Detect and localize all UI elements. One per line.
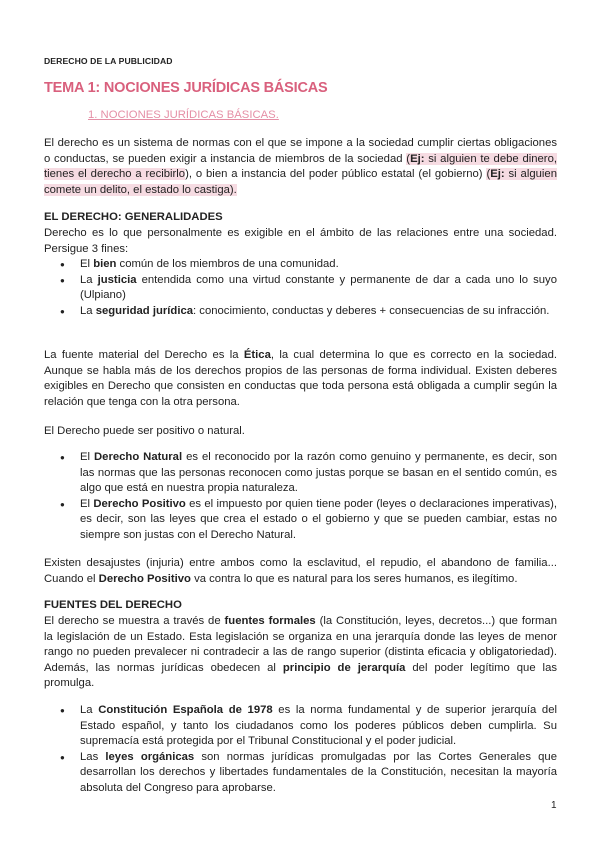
page-title: TEMA 1: NOCIONES JURÍDICAS BÁSICAS [44, 80, 328, 96]
intro-example-2-label: Ej: [490, 168, 505, 181]
section-subtitle: 1. NOCIONES JURÍDICAS BÁSICAS. [88, 109, 279, 121]
fuentes-heading: FUENTES DEL DERECHO [44, 599, 182, 611]
positivo-natural-paragraph: El Derecho puede ser positivo o natural. [44, 425, 245, 437]
fuentes-list [44, 703, 557, 797]
fuentes-list-section [44, 703, 557, 797]
generalidades-section [44, 226, 557, 320]
list-item: ● La justicia entendida como una virtud constante y permanente de dar a cada uno lo suyo (Ulpiano) [44, 273, 557, 304]
fines-list [44, 257, 557, 319]
list-item: ● El bien común de los miembros de una comunidad. [44, 257, 557, 273]
fuente-material-paragraph: La fuente material del Derecho es la Ética, la cual determina lo que es correcto en la sociedad. Aunque se habla más de los derechos propios de las personas de forma individual. Existen deberes exigibles en Derecho que consisten en conductas que toda persona está obligada a cumplir según la relación que tenga con la otra persona. [44, 349, 558, 408]
document-header: DERECHO DE LA PUBLICIDAD [44, 56, 173, 66]
desajustes-paragraph: Existen desajustes (injuria) entre ambos como la esclavitud, el repudio, el abandono de familia... Cuando el Derecho Positivo va contra lo que es natural para los seres humanos, es ilegítimo. [44, 557, 557, 585]
list-item: ● Las leyes orgánicas son normas jurídicas promulgadas por las Cortes Generales que desarrollan los derechos y libertades fundamentales de la Constitución, necesitan la mayoría absoluta del Congreso para aprobarse. [44, 750, 557, 797]
tipos-list [44, 450, 557, 544]
list-item: ● El Derecho Natural es el reconocido por la razón como genuino y permanente, es decir, son las normas que las personas reconocen como justas porque se basan en el sentido común, es algo que está en nuestra propia naturaleza. [44, 450, 557, 497]
generalidades-heading: EL DERECHO: GENERALIDADES [44, 211, 223, 223]
intro-text-2: ), o bien a instancia del poder público estatal (el gobierno) [185, 168, 487, 181]
list-item: ● La seguridad jurídica: conocimiento, conductas y deberes + consecuencias de su infracción. [44, 304, 557, 320]
generalidades-intro: Derecho es lo que personalmente es exigible en el ámbito de las relaciones entre una sociedad. Persigue 3 fines: [44, 227, 557, 255]
intro-example-1: (Ej: si alguien te debe dinero, tienes el derecho a recibirlo [44, 152, 557, 181]
tipos-section [44, 450, 557, 544]
intro-example-1-text: si alguien te debe dinero, tienes el derecho a recibirlo [44, 152, 557, 181]
list-item: ● El Derecho Positivo es el impuesto por quien tiene poder (leyes o declaraciones imperativas), es decir, son las leyes que crea el estado o el gobierno y que se pueden cambiar, estas no siempre son justas con el Derecho Natural. [44, 497, 557, 544]
list-item: ● La Constitución Española de 1978 es la norma fundamental y de superior jerarquía del Estado español, y tanto los ciudadanos como los poderes públicos deben cumplirla. Su supremacía está protegida por el Tribunal Constitucional y el poder judicial. [44, 703, 557, 750]
intro-example-2: (Ej: si alguien comete un delito, el estado lo castiga). [44, 168, 557, 196]
page-number: 1 [551, 800, 557, 811]
intro-paragraph [44, 136, 557, 198]
intro-text-3: . [233, 183, 237, 196]
intro-example-1-label: Ej: [410, 152, 425, 165]
intro-text-1: El derecho es un sistema de normas con el que se impone a la sociedad cumplir ciertas obligaciones o conductas, se pueden exigir a instancia de miembros de la sociedad [44, 137, 557, 165]
intro-example-2-text: si alguien comete un delito, el estado lo castiga) [44, 168, 557, 196]
fuentes-paragraph: El derecho se muestra a través de fuentes formales (la Constitución, leyes, decretos...) que forman la legislación de un Estado. Esta legislación se organiza en una jerarquía donde las leyes de menor rango no pueden prevalecer ni contradecir a las de rango superior (distinta eficacia y obligatoriedad). Además, las normas jurídicas obedecen al principio de jerarquía del poder legítimo que las promulga. [44, 615, 557, 690]
